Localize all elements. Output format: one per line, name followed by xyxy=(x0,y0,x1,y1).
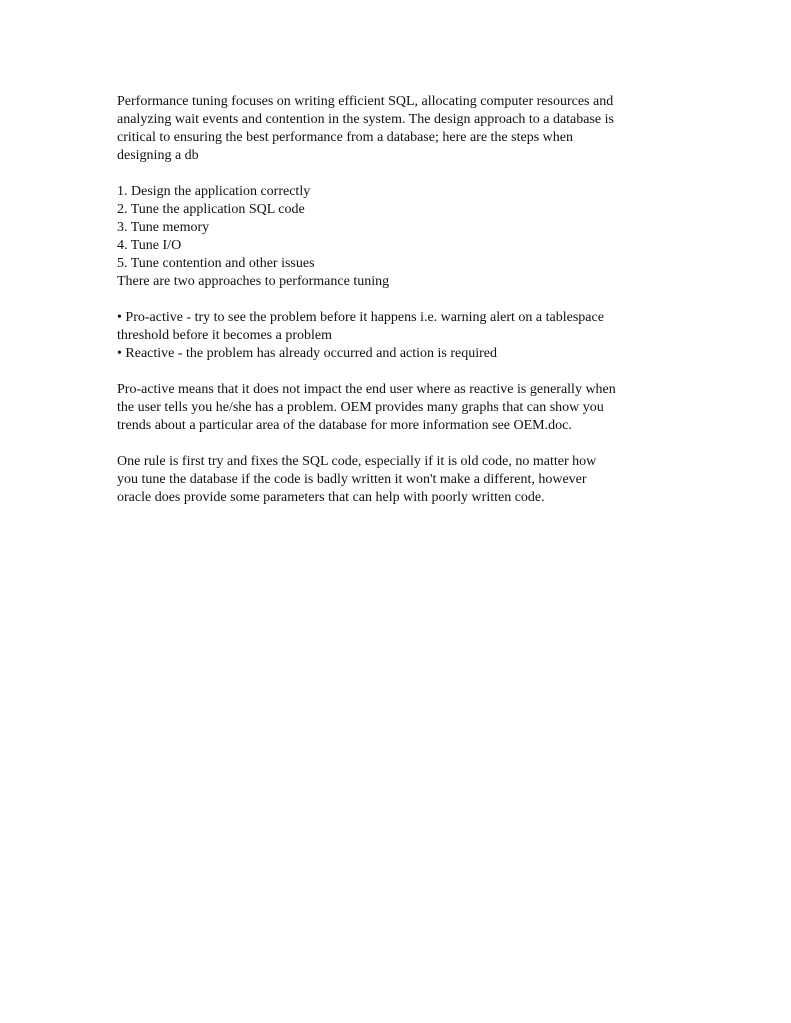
approach-proactive-line: • Pro-active - try to see the problem before it happens i.e. warning alert on a tablespace xyxy=(117,310,604,325)
approach-proactive-line: threshold before it becomes a problem xyxy=(117,328,332,343)
approach-reactive-line: • Reactive - the problem has already occurred and action is required xyxy=(117,346,498,361)
step-item: 2. Tune the application SQL code xyxy=(117,202,305,217)
document-page xyxy=(117,93,677,507)
proactive-line: the user tells you he/she has a problem. OEM provides many graphs that can show you xyxy=(117,400,604,415)
rule-paragraph xyxy=(117,453,677,507)
intro-line: analyzing wait events and contention in the system. The design approach to a database is xyxy=(117,112,614,127)
rule-line: One rule is first try and fixes the SQL code, especially if it is old code, no matter how xyxy=(117,454,597,469)
paragraph-gap xyxy=(117,363,677,381)
paragraph-gap xyxy=(117,435,677,453)
step-item: 5. Tune contention and other issues xyxy=(117,256,315,271)
paragraph-gap xyxy=(117,291,677,309)
intro-paragraph xyxy=(117,93,677,165)
step-item: 3. Tune memory xyxy=(117,220,210,235)
rule-line: you tune the database if the code is badly written it won't make a different, however xyxy=(117,472,587,487)
proactive-line: trends about a particular area of the database for more information see OEM.doc. xyxy=(117,418,572,433)
step-item: 4. Tune I/O xyxy=(117,238,182,253)
approaches-list xyxy=(117,309,677,363)
approaches-heading: There are two approaches to performance tuning xyxy=(117,274,390,289)
rule-line: oracle does provide some parameters that can help with poorly written code. xyxy=(117,490,545,505)
paragraph-gap xyxy=(117,165,677,183)
step-item: 1. Design the application correctly xyxy=(117,184,311,199)
proactive-line: Pro-active means that it does not impact the end user where as reactive is generally when xyxy=(117,382,616,397)
proactive-paragraph xyxy=(117,381,677,435)
steps-list xyxy=(117,183,677,291)
intro-line: designing a db xyxy=(117,148,199,163)
intro-line: critical to ensuring the best performance from a database; here are the steps when xyxy=(117,130,573,145)
intro-line: Performance tuning focuses on writing efficient SQL, allocating computer resources and xyxy=(117,94,614,109)
